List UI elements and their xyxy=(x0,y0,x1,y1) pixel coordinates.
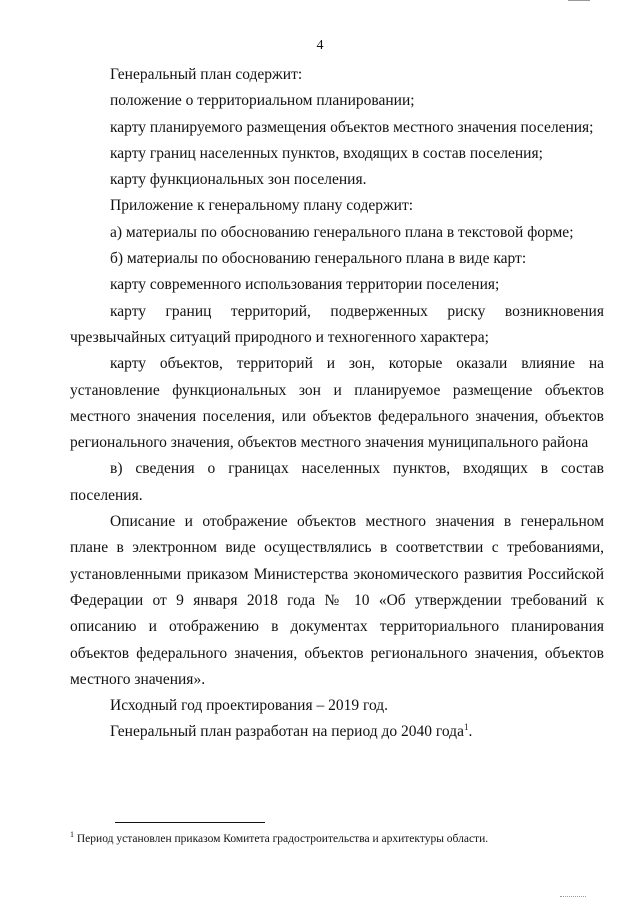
footnote-marker: 1 xyxy=(70,830,74,839)
list-item-influencing-objects-map: карту объектов, территорий и зон, которые оказали влияние на установление функциональных зон и планируемое размещение объектов местного значения поселения, или объектов федерального значения, объектов регионального значения, объектов местного значения муниципального района xyxy=(70,355,604,452)
footnote-separator xyxy=(115,822,265,823)
list-item-emergency-risk-map: карту границ территорий, подверженных риску возникновения чрезвычайных ситуаций природного и техногенного характера; xyxy=(70,302,604,346)
scan-artifact-bottom-right xyxy=(560,896,586,899)
document-body xyxy=(70,62,604,746)
list-item-text-materials: а) материалы по обоснованию генерального плана в текстовой форме; xyxy=(110,223,574,241)
footnote xyxy=(70,832,604,847)
plan-period-text: Генеральный план разработан на период до 2040 года xyxy=(110,723,464,741)
page-number: 4 xyxy=(316,38,324,53)
list-item-planned-placement-map: карту планируемого размещения объектов местного значения поселения; xyxy=(110,118,594,136)
paragraph-base-year: Исходный год проектирования – 2019 год. xyxy=(110,697,389,715)
list-item-current-use-map: карту современного использования территории поселения; xyxy=(110,276,500,294)
paragraph-appendix-heading: Приложение к генеральному плану содержит: xyxy=(110,197,414,215)
list-item-functional-zones-map: карту функциональных зон поселения. xyxy=(110,171,367,189)
footnote-text: Период установлен приказом Комитета градостроительства и архитектуры области. xyxy=(74,833,489,845)
plan-period-end: . xyxy=(468,723,473,741)
list-item-boundary-info: в) сведения о границах населенных пунктов, входящих в состав поселения. xyxy=(70,460,604,504)
footnote-reference: 1 xyxy=(463,722,469,733)
list-item-territorial-planning-regulation: положение о территориальном планировании; xyxy=(110,92,415,110)
list-item-settlement-boundaries-map: карту границ населенных пунктов, входящих в состав поселения; xyxy=(110,144,543,162)
paragraph-plan-period xyxy=(70,719,604,745)
paragraph-plan-contents-heading: Генеральный план содержит: xyxy=(110,66,303,83)
scan-artifact-top-right xyxy=(568,0,590,4)
paragraph-electronic-description: Описание и отображение объектов местного значения в генеральном плане в электронном виде осуществлялись в соответствии с требованиями, установленными приказом Министерства экономического развития Российской Федерации от 9 января 2018 года № 10 «Об утверждении требований к описанию и отображению в документах территориального планирования объектов федерального значения, объектов регионального значения, объектов местного значения». xyxy=(70,513,604,688)
list-item-map-materials: б) материалы по обоснованию генерального плана в виде карт: xyxy=(110,250,527,268)
